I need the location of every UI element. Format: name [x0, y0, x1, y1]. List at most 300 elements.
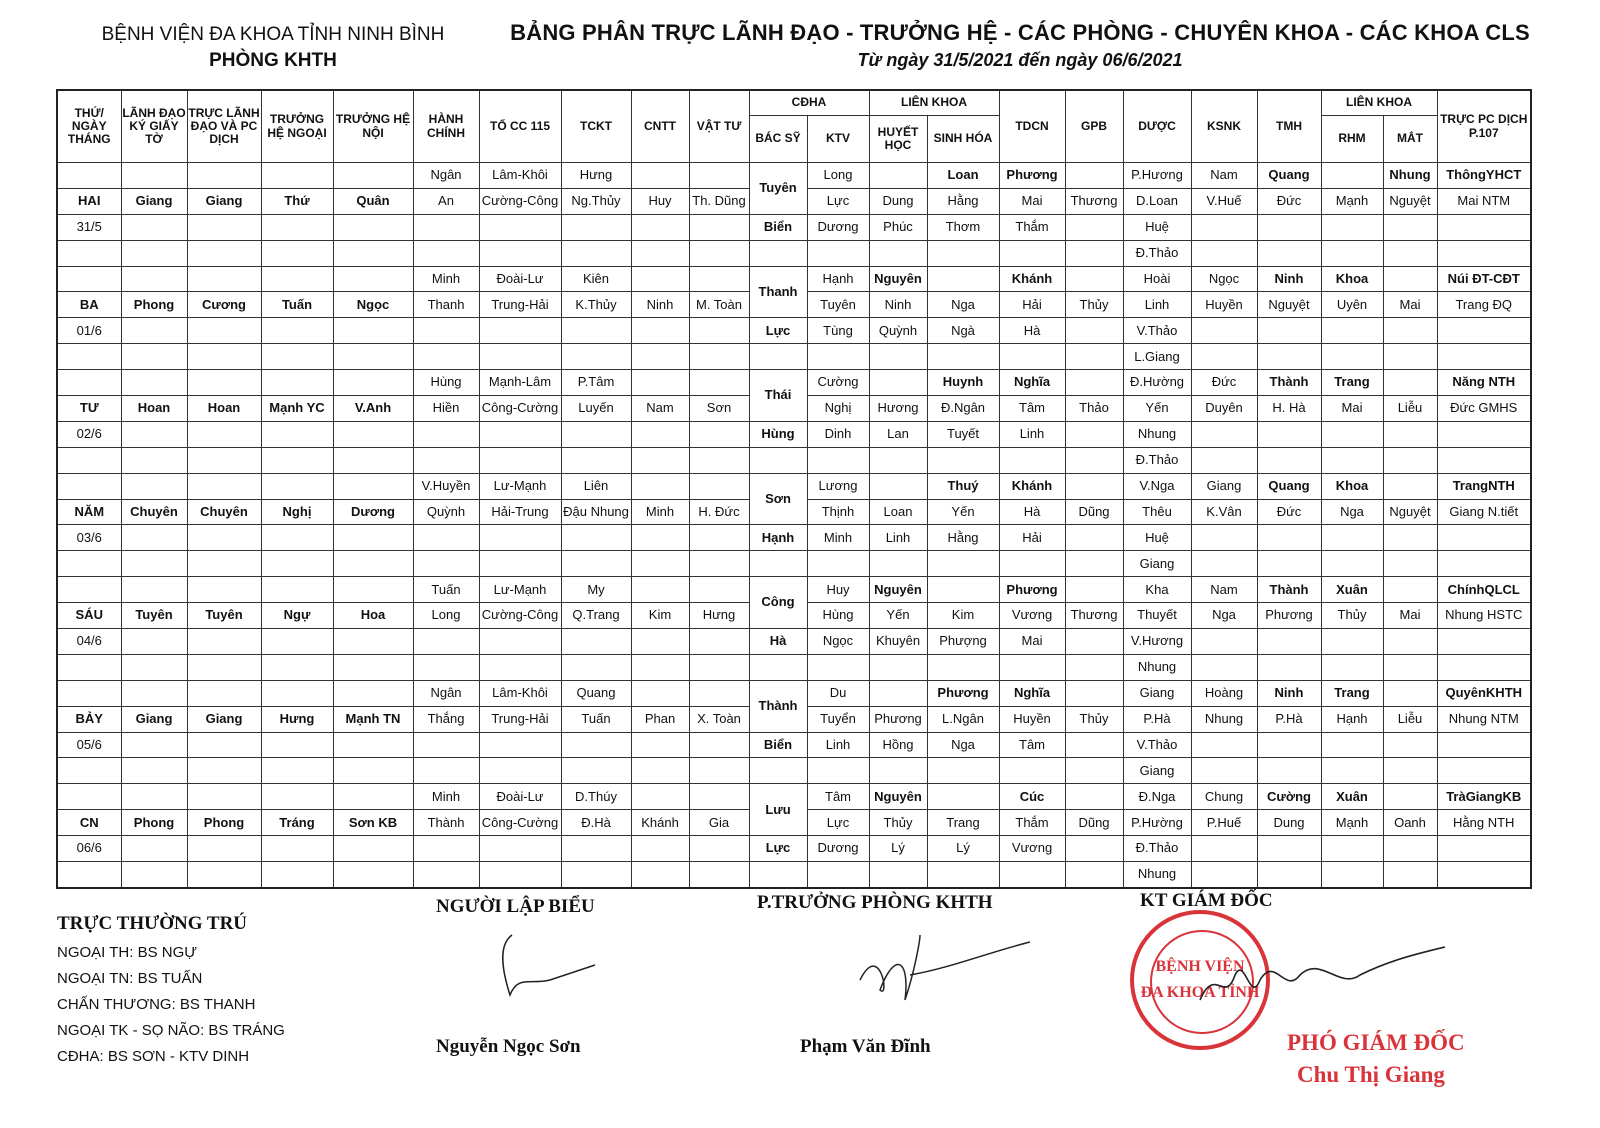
cell-truc_pc: [1437, 214, 1531, 240]
cell-tmh: [1257, 629, 1321, 655]
date-label: 05/6: [57, 732, 121, 758]
empty-cell: [333, 163, 413, 189]
empty-cell: [631, 266, 689, 292]
cell-tmh: [1257, 240, 1321, 266]
empty-cell: [261, 732, 333, 758]
day-label: BA: [57, 292, 121, 318]
cell-duoc: D.Loan: [1123, 188, 1191, 214]
empty-cell: [57, 758, 121, 784]
table-row: [57, 473, 1531, 499]
empty-cell: [187, 525, 261, 551]
cell-rhm: [1321, 344, 1383, 370]
empty-cell: [121, 163, 187, 189]
cell-truong_ngoai: Tuấn: [261, 292, 333, 318]
cell-bac_sy: Lực: [749, 318, 807, 344]
cell-rhm: [1321, 240, 1383, 266]
cell-huyet_hoc: [869, 551, 927, 577]
cell-hanh_chinh: An: [413, 188, 479, 214]
cell-bac_sy: Thái: [749, 370, 807, 422]
cell-rhm: [1321, 862, 1383, 888]
cell-tdcn: Mai: [999, 188, 1065, 214]
cell-truc_pc: [1437, 732, 1531, 758]
empty-cell: [479, 344, 561, 370]
empty-cell: [561, 758, 631, 784]
cell-duoc: Nhung: [1123, 654, 1191, 680]
day-label: NĂM: [57, 499, 121, 525]
empty-cell: [1065, 732, 1123, 758]
empty-cell: [333, 629, 413, 655]
empty-cell: [187, 344, 261, 370]
cell-gpb: Thương: [1065, 188, 1123, 214]
cell-tdcn: Cúc: [999, 784, 1065, 810]
cell-tckt: Kiên: [561, 266, 631, 292]
cell-ksnk: [1191, 629, 1257, 655]
empty-cell: [479, 214, 561, 240]
cell-ktv: Lực: [807, 810, 869, 836]
empty-cell: [333, 577, 413, 603]
cell-vat_tu: Gia: [689, 810, 749, 836]
empty-cell: [749, 654, 807, 680]
empty-cell: [333, 525, 413, 551]
cell-tdcn: [999, 447, 1065, 473]
day-label: TƯ: [57, 396, 121, 422]
cell-ksnk: [1191, 732, 1257, 758]
cell-sinh_hoa: Kim: [927, 603, 999, 629]
empty-cell: [121, 214, 187, 240]
empty-cell: [261, 577, 333, 603]
cell-cntt: Kim: [631, 603, 689, 629]
cell-sinh_hoa: [927, 551, 999, 577]
day-label: HAI: [57, 188, 121, 214]
empty-cell: [689, 836, 749, 862]
residency-block: [57, 913, 285, 1074]
cell-duoc: Nhung: [1123, 862, 1191, 888]
empty-cell: [631, 240, 689, 266]
empty-cell: [689, 421, 749, 447]
col-hematology: HUYẾT HỌC: [869, 116, 927, 163]
cell-ktv: Tùng: [807, 318, 869, 344]
cell-tckt: Ng.Thủy: [561, 188, 631, 214]
empty-cell: [1065, 551, 1123, 577]
cell-duoc: Yến: [1123, 396, 1191, 422]
cell-sinh_hoa: Yến: [927, 499, 999, 525]
cell-tdcn: Khánh: [999, 473, 1065, 499]
cell-truong_noi: Sơn KB: [333, 810, 413, 836]
empty-cell: [187, 318, 261, 344]
cell-duoc: V.Nga: [1123, 473, 1191, 499]
cell-tmh: [1257, 421, 1321, 447]
cell-truong_noi: Quân: [333, 188, 413, 214]
empty-cell: [187, 551, 261, 577]
cell-huyet_hoc: Phúc: [869, 214, 927, 240]
cell-tckt: Quang: [561, 680, 631, 706]
empty-cell: [261, 163, 333, 189]
cell-bac_sy: Hà: [749, 629, 807, 655]
cell-duoc: Huệ: [1123, 525, 1191, 551]
cell-ksnk: [1191, 862, 1257, 888]
cell-truc_ld: Tuyên: [187, 603, 261, 629]
cell-bac_sy: Lưu: [749, 784, 807, 836]
cell-tmh: [1257, 551, 1321, 577]
cell-huyet_hoc: Quỳnh: [869, 318, 927, 344]
cell-rhm: [1321, 421, 1383, 447]
empty-cell: [689, 240, 749, 266]
empty-cell: [1065, 629, 1123, 655]
cell-huyet_hoc: Thủy: [869, 810, 927, 836]
cell-bac_sy: Biển: [749, 732, 807, 758]
cell-tmh: [1257, 758, 1321, 784]
empty-cell: [561, 629, 631, 655]
table-row: [57, 629, 1531, 655]
cell-ktv: [807, 862, 869, 888]
empty-cell: [187, 421, 261, 447]
empty-cell: [689, 654, 749, 680]
vice-director-title: PHÓ GIÁM ĐỐC: [1287, 1030, 1465, 1055]
cell-sinh_hoa: [927, 344, 999, 370]
col-day: THỨ/ NGÀY THÁNG: [57, 90, 121, 163]
cell-rhm: [1321, 318, 1383, 344]
col-group-joint-dept: LIÊN KHOA: [1321, 90, 1437, 116]
cell-truc_pc: [1437, 447, 1531, 473]
cell-ktv: [807, 240, 869, 266]
cell-tmh: Thành: [1257, 370, 1321, 396]
cell-tdcn: Mai: [999, 629, 1065, 655]
cell-tmh: Cường: [1257, 784, 1321, 810]
empty-cell: [1065, 318, 1123, 344]
cell-tmh: [1257, 732, 1321, 758]
cell-tmh: Ninh: [1257, 680, 1321, 706]
cell-ksnk: Nga: [1191, 603, 1257, 629]
cell-ksnk: [1191, 318, 1257, 344]
empty-cell: [413, 732, 479, 758]
cell-tdcn: Thắm: [999, 214, 1065, 240]
cell-ksnk: Nam: [1191, 577, 1257, 603]
empty-cell: [479, 447, 561, 473]
empty-cell: [261, 240, 333, 266]
cell-rhm: Xuân: [1321, 784, 1383, 810]
empty-cell: [187, 447, 261, 473]
empty-cell: [57, 473, 121, 499]
empty-cell: [479, 654, 561, 680]
empty-cell: [187, 577, 261, 603]
cell-bac_sy: Sơn: [749, 473, 807, 525]
cell-bac_sy: Hạnh: [749, 525, 807, 551]
cell-mat: [1383, 370, 1437, 396]
cell-mat: [1383, 525, 1437, 551]
cell-tdcn: Nghĩa: [999, 680, 1065, 706]
cell-huyet_hoc: Nguyên: [869, 266, 927, 292]
empty-cell: [631, 758, 689, 784]
empty-cell: [631, 629, 689, 655]
empty-cell: [261, 654, 333, 680]
empty-cell: [261, 758, 333, 784]
cell-to_cc: Cường-Công: [479, 603, 561, 629]
cell-to_cc: Lâm-Khôi: [479, 680, 561, 706]
cell-sinh_hoa: Đ.Ngân: [927, 396, 999, 422]
cell-huyet_hoc: Yến: [869, 603, 927, 629]
empty-cell: [413, 344, 479, 370]
cell-sinh_hoa: Phượng: [927, 629, 999, 655]
cell-rhm: Nga: [1321, 499, 1383, 525]
empty-cell: [479, 318, 561, 344]
cell-rhm: [1321, 447, 1383, 473]
cell-ksnk: Giang: [1191, 473, 1257, 499]
empty-cell: [121, 421, 187, 447]
empty-cell: [261, 370, 333, 396]
cell-ktv: Tuyên: [807, 292, 869, 318]
table-row: [57, 214, 1531, 240]
cell-to_cc: Đoài-Lư: [479, 266, 561, 292]
cell-lanh_dao: Phong: [121, 292, 187, 318]
cell-hanh_chinh: Thắng: [413, 706, 479, 732]
table-row: [57, 732, 1531, 758]
day-label: BẢY: [57, 706, 121, 732]
cell-tdcn: Hải: [999, 292, 1065, 318]
cell-mat: [1383, 447, 1437, 473]
cell-ksnk: Hoàng: [1191, 680, 1257, 706]
empty-cell: [413, 836, 479, 862]
empty-cell: [631, 862, 689, 888]
empty-cell: [631, 577, 689, 603]
cell-mat: [1383, 551, 1437, 577]
empty-cell: [1065, 836, 1123, 862]
cell-duoc: Thêu: [1123, 499, 1191, 525]
cell-huyet_hoc: Nguyên: [869, 784, 927, 810]
cell-tmh: Đức: [1257, 188, 1321, 214]
cell-duoc: Nhung: [1123, 421, 1191, 447]
cell-huyet_hoc: Hương: [869, 396, 927, 422]
cell-ktv: Long: [807, 163, 869, 189]
empty-cell: [1065, 680, 1123, 706]
schedule-body: [57, 163, 1531, 888]
empty-cell: [57, 862, 121, 888]
cell-tckt: Liên: [561, 473, 631, 499]
empty-cell: [479, 421, 561, 447]
empty-cell: [689, 732, 749, 758]
col-epidemic-duty: TRỰC PC DỊCH P.107: [1437, 90, 1531, 163]
cell-ksnk: V.Huế: [1191, 188, 1257, 214]
cell-ktv: Huy: [807, 577, 869, 603]
col-biochemistry: SINH HÓA: [927, 116, 999, 163]
cell-truc_ld: Giang: [187, 706, 261, 732]
cell-sinh_hoa: Thơm: [927, 214, 999, 240]
empty-cell: [121, 266, 187, 292]
empty-cell: [631, 447, 689, 473]
cell-huyet_hoc: Khuyên: [869, 629, 927, 655]
date-label: 03/6: [57, 525, 121, 551]
cell-mat: [1383, 654, 1437, 680]
cell-huyet_hoc: [869, 654, 927, 680]
empty-cell: [413, 421, 479, 447]
empty-cell: [1065, 266, 1123, 292]
cell-rhm: Trang: [1321, 370, 1383, 396]
cell-hanh_chinh: Hùng: [413, 370, 479, 396]
col-pharmacy: DƯỢC: [1123, 90, 1191, 163]
empty-cell: [261, 836, 333, 862]
cell-ksnk: [1191, 447, 1257, 473]
cell-tdcn: Tâm: [999, 732, 1065, 758]
empty-cell: [689, 551, 749, 577]
cell-duoc: Thuyết: [1123, 603, 1191, 629]
empty-cell: [57, 784, 121, 810]
cell-duoc: Kha: [1123, 577, 1191, 603]
cell-vat_tu: Hưng: [689, 603, 749, 629]
cell-cntt: Khánh: [631, 810, 689, 836]
cell-tdcn: [999, 240, 1065, 266]
empty-cell: [1065, 214, 1123, 240]
empty-cell: [57, 577, 121, 603]
cell-mat: Mai: [1383, 603, 1437, 629]
empty-cell: [187, 784, 261, 810]
empty-cell: [121, 654, 187, 680]
cell-mat: [1383, 629, 1437, 655]
cell-hanh_chinh: Ngân: [413, 680, 479, 706]
cell-rhm: [1321, 525, 1383, 551]
cell-bac_sy: Lực: [749, 836, 807, 862]
empty-cell: [689, 784, 749, 810]
empty-cell: [689, 862, 749, 888]
col-internal-head: TRƯỞNG HỆ NỘI: [333, 90, 413, 163]
cell-huyet_hoc: [869, 447, 927, 473]
table-row: [57, 266, 1531, 292]
col-infection-control: KSNK: [1191, 90, 1257, 163]
cell-truc_pc: [1437, 344, 1531, 370]
date-range: Từ ngày 31/5/2021 đến ngày 06/6/2021: [857, 50, 1183, 70]
cell-to_cc: Công-Cường: [479, 396, 561, 422]
empty-cell: [1065, 421, 1123, 447]
residency-line: CHẤN THƯƠNG: BS THANH: [57, 996, 256, 1013]
empty-cell: [479, 862, 561, 888]
cell-sinh_hoa: [927, 266, 999, 292]
cell-tdcn: Vương: [999, 603, 1065, 629]
cell-truong_ngoai: Nghị: [261, 499, 333, 525]
cell-tckt: P.Tâm: [561, 370, 631, 396]
empty-cell: [1065, 344, 1123, 370]
cell-gpb: Thủy: [1065, 706, 1123, 732]
empty-cell: [749, 551, 807, 577]
col-finance: TCKT: [561, 90, 631, 163]
cell-truc_pc: [1437, 629, 1531, 655]
cell-sinh_hoa: [927, 758, 999, 784]
cell-duoc: V.Hương: [1123, 629, 1191, 655]
col-it: CNTT: [631, 90, 689, 163]
empty-cell: [121, 784, 187, 810]
residency-line: CĐHA: BS SƠN - KTV DINH: [57, 1048, 250, 1065]
cell-truong_noi: Ngọc: [333, 292, 413, 318]
empty-cell: [561, 421, 631, 447]
empty-cell: [333, 784, 413, 810]
cell-tdcn: [999, 344, 1065, 370]
empty-cell: [1065, 758, 1123, 784]
date-label: 02/6: [57, 421, 121, 447]
cell-ksnk: Chung: [1191, 784, 1257, 810]
empty-cell: [1065, 163, 1123, 189]
cell-tdcn: [999, 654, 1065, 680]
cell-rhm: Mạnh: [1321, 188, 1383, 214]
empty-cell: [333, 654, 413, 680]
cell-hanh_chinh: V.Huyền: [413, 473, 479, 499]
empty-cell: [187, 473, 261, 499]
cell-to_cc: Lâm-Khôi: [479, 163, 561, 189]
cell-tmh: [1257, 836, 1321, 862]
cell-ktv: Hùng: [807, 603, 869, 629]
table-row: [57, 421, 1531, 447]
cell-truc_pc: [1437, 836, 1531, 862]
cell-ksnk: Nam: [1191, 163, 1257, 189]
col-leader-duty: TRỰC LÃNH ĐẠO VÀ PC DỊCH: [187, 90, 261, 163]
empty-cell: [333, 473, 413, 499]
cell-hanh_chinh: Thanh: [413, 292, 479, 318]
duty-schedule-table: [56, 89, 1532, 889]
empty-cell: [333, 836, 413, 862]
document-title: BẢNG PHÂN TRỰC LÃNH ĐẠO - TRƯỞNG HỆ - CÁC PHÒNG - CHUYÊN KHOA - CÁC KHOA CLS: [510, 20, 1530, 45]
cell-mat: [1383, 240, 1437, 266]
empty-cell: [1065, 654, 1123, 680]
cell-duoc: Hoài: [1123, 266, 1191, 292]
cell-ksnk: [1191, 758, 1257, 784]
cell-mat: Nguyệt: [1383, 499, 1437, 525]
table-row: [57, 654, 1531, 680]
cell-mat: Liễu: [1383, 396, 1437, 422]
cell-tckt: My: [561, 577, 631, 603]
empty-cell: [1065, 473, 1123, 499]
empty-cell: [187, 732, 261, 758]
cell-mat: [1383, 836, 1437, 862]
cell-to_cc: Đoài-Lư: [479, 784, 561, 810]
cell-sinh_hoa: L.Ngân: [927, 706, 999, 732]
cell-tckt: D.Thúy: [561, 784, 631, 810]
cell-duoc: V.Thảo: [1123, 318, 1191, 344]
empty-cell: [333, 447, 413, 473]
empty-cell: [1065, 784, 1123, 810]
cell-ktv: Tâm: [807, 784, 869, 810]
cell-tmh: H. Hà: [1257, 396, 1321, 422]
empty-cell: [689, 473, 749, 499]
cell-rhm: Mai: [1321, 396, 1383, 422]
cell-sinh_hoa: [927, 240, 999, 266]
date-label: 04/6: [57, 629, 121, 655]
empty-cell: [187, 758, 261, 784]
empty-cell: [187, 654, 261, 680]
cell-truong_noi: V.Anh: [333, 396, 413, 422]
cell-truc_ld: Cương: [187, 292, 261, 318]
empty-cell: [121, 447, 187, 473]
empty-cell: [261, 680, 333, 706]
cell-truc_ld: Hoan: [187, 396, 261, 422]
cell-truong_ngoai: Mạnh YC: [261, 396, 333, 422]
cell-ksnk: [1191, 421, 1257, 447]
cell-duoc: P.Hường: [1123, 810, 1191, 836]
cell-bac_sy: Thanh: [749, 266, 807, 318]
col-leader-sign: LÃNH ĐẠO KÝ GIẤY TỜ: [121, 90, 187, 163]
table-row: [57, 784, 1531, 810]
cell-vat_tu: Sơn: [689, 396, 749, 422]
empty-cell: [333, 862, 413, 888]
empty-cell: [631, 680, 689, 706]
empty-cell: [57, 654, 121, 680]
cell-duoc: Giang: [1123, 551, 1191, 577]
cell-tdcn: Phương: [999, 577, 1065, 603]
cell-mat: [1383, 577, 1437, 603]
empty-cell: [413, 654, 479, 680]
cell-lanh_dao: Hoan: [121, 396, 187, 422]
cell-truc_pc: [1437, 551, 1531, 577]
cell-truc_pc: [1437, 654, 1531, 680]
table-row: [57, 577, 1531, 603]
empty-cell: [479, 836, 561, 862]
cell-sinh_hoa: Trang: [927, 810, 999, 836]
cell-gpb: Thảo: [1065, 396, 1123, 422]
